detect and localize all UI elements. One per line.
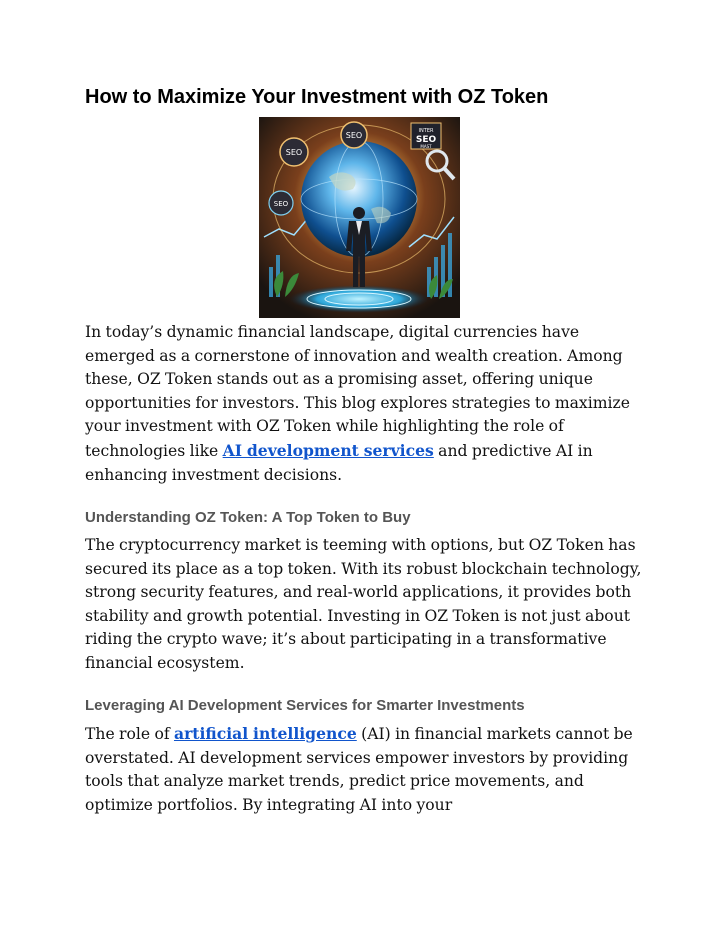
badge-inter: INTER [418,128,434,134]
leveraging-text-start: The role of [85,725,174,743]
article-title: How to Maximize Your Investment with OZ Token [85,86,549,108]
badge-seo-3: SEO [415,135,437,145]
section-heading-understanding: Understanding OZ Token: A Top Token to Buy [85,509,411,526]
section-paragraph-leveraging [85,722,645,817]
badge-seo-1: SEO [285,148,303,157]
badge-seo-4: SEO [273,200,289,208]
intro-text-end: and predictive AI in enhancing investment decisions. [85,441,593,484]
leveraging-text-end: (AI) in financial markets cannot be overstated. AI development services empower investors by providing tools that analyze market trends, predict price movements, and optimize portfolios. By integrating AI into your [85,725,633,814]
badge-mast: MAST [420,144,432,149]
intro-text-start: In today’s dynamic financial landscape, digital currencies have emerged as a cornerstone of innovation and wealth creation. Among these, OZ Token stands out as a promising asset, offering unique opportunities for investors. This blog explores strategies to maximize your investment with OZ Token while highlighting the role of technologies like [85,323,630,460]
section-heading-leveraging: Leveraging AI Development Services for Smarter Investments [85,697,525,714]
badge-seo-2: SEO [345,131,363,140]
section-paragraph-understanding: The cryptocurrency market is teeming with options, but OZ Token has secured its place as a top token. With its robust blockchain technology, strong security features, and real-world applications, it provides both stability and growth potential. Investing in OZ Token is not just about riding the crypto wave; it’s about participating in a transformative financial ecosystem. [85,536,642,672]
artificial-intelligence-link[interactable]: artificial intelligence [173,724,357,743]
ai-development-services-link[interactable]: AI development services [222,440,434,460]
hero-image [259,117,460,318]
intro-paragraph [85,321,645,487]
